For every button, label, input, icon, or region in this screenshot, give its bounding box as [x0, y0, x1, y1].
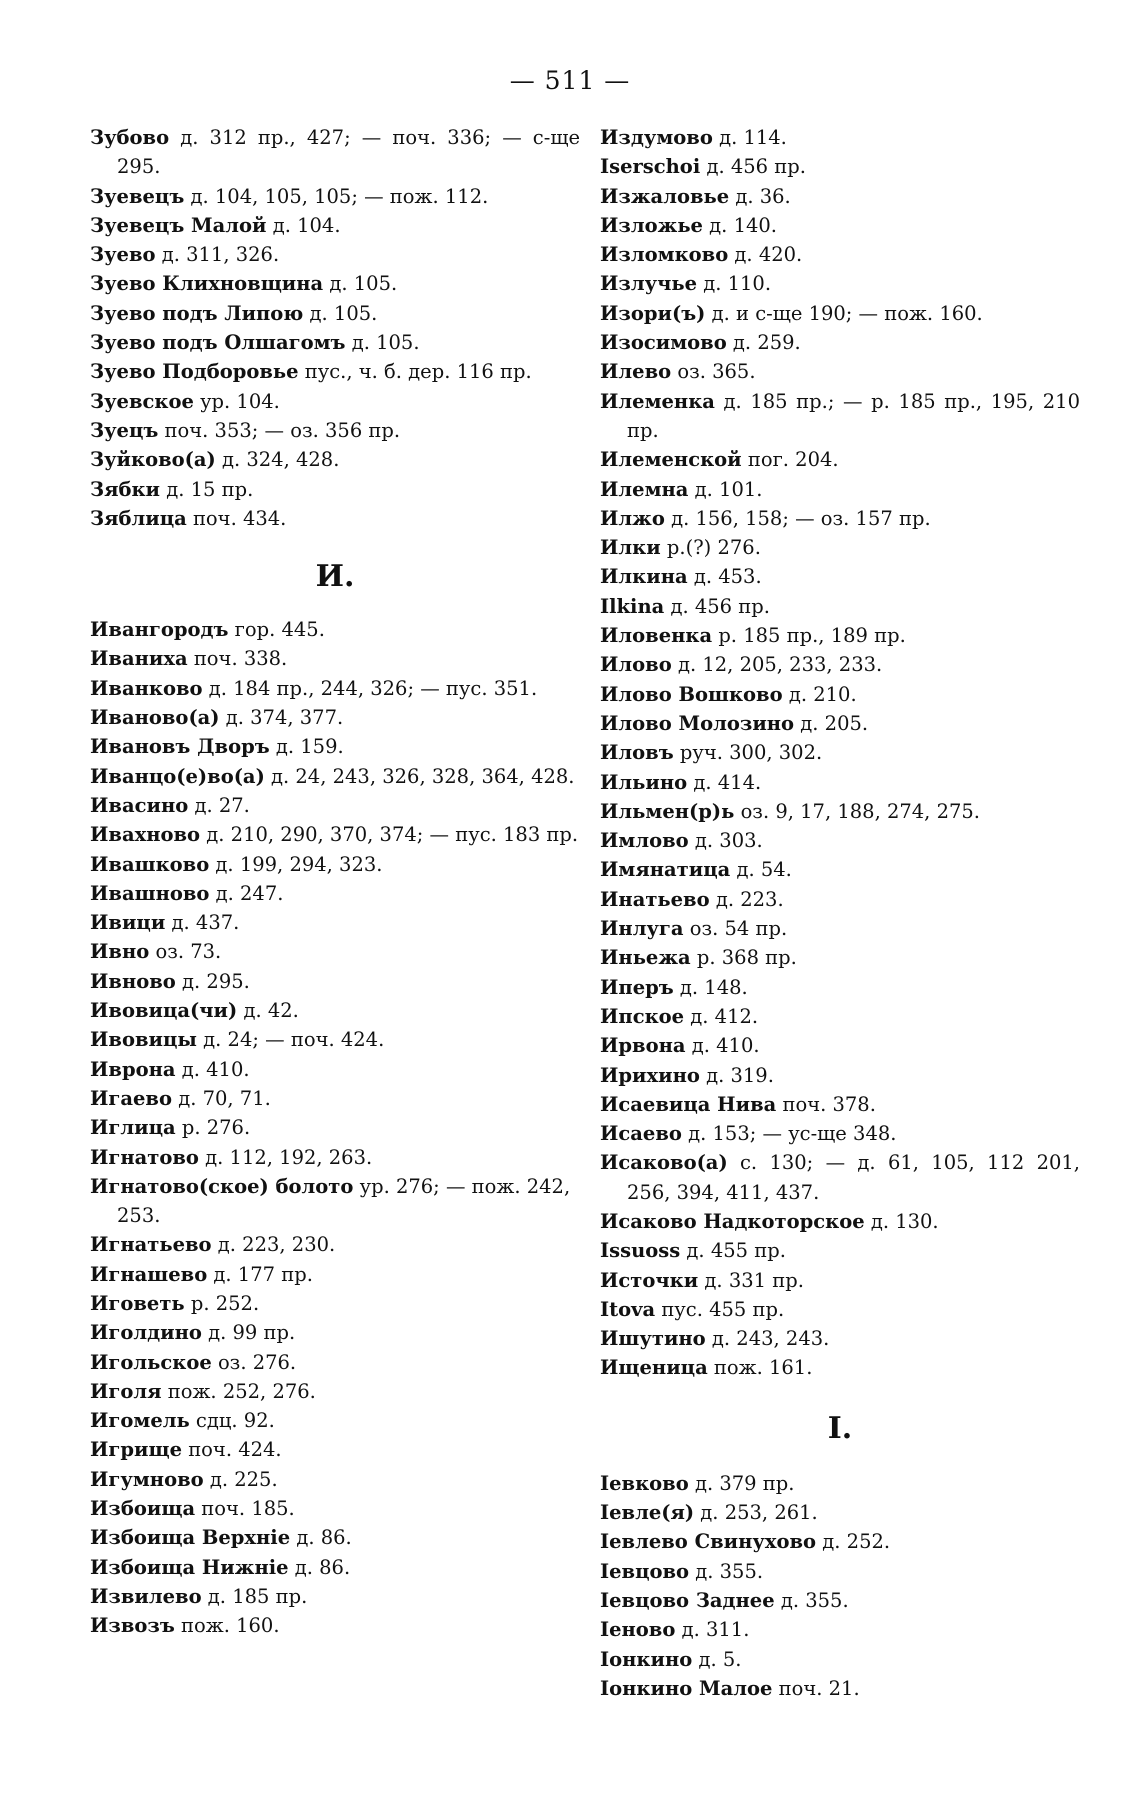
entry-headword: Издумово: [600, 126, 713, 149]
index-entry: [90, 674, 580, 703]
entry-references: поч. 21.: [778, 1676, 860, 1700]
index-entry: [600, 797, 1080, 826]
entry-headword: Иванцо(е)во(а): [90, 764, 265, 788]
entry-references: д. 456 пр.: [706, 155, 806, 179]
entry-headword: Ilkina: [600, 594, 665, 618]
entry-headword: Избоища: [90, 1497, 196, 1521]
entry-headword: Зубово: [90, 126, 170, 149]
index-entry: [600, 914, 1080, 943]
index-entry: [90, 1025, 580, 1054]
entry-list: [600, 123, 1080, 1383]
entry-headword: Іеново: [600, 1618, 676, 1642]
entry-references: пож. 160.: [181, 1614, 280, 1638]
entry-headword: Зуйково(а): [90, 448, 216, 472]
entry-references: д. 355.: [695, 1559, 764, 1583]
entry-references: д. 114.: [719, 126, 787, 149]
entry-headword: Игнатово: [90, 1145, 199, 1169]
index-entry: [90, 269, 580, 298]
entry-references: д. 453.: [693, 565, 762, 589]
entry-references: д. 437.: [171, 911, 240, 935]
entry-references: д. 379 пр.: [694, 1471, 795, 1495]
entry-headword: Иврона: [90, 1057, 176, 1081]
entry-headword: Ивовица(чи): [90, 999, 238, 1023]
index-entry: [600, 1002, 1080, 1031]
entry-headword: Илово Молозино: [600, 711, 795, 735]
entry-headword: Зуевское: [90, 389, 194, 413]
entry-references: д. 12, 205, 233, 233.: [677, 653, 883, 677]
index-entry: [600, 1586, 1080, 1615]
index-entry: [90, 1553, 580, 1582]
entry-references: пус. 455 пр.: [661, 1297, 785, 1321]
entry-references: д. 225.: [209, 1467, 278, 1491]
entry-references: оз. 73.: [155, 940, 222, 964]
entry-references: д. 410.: [691, 1034, 760, 1058]
entry-headword: Илжо: [600, 506, 665, 530]
entry-list: [90, 615, 580, 1640]
entry-references: поч. 185.: [201, 1497, 295, 1521]
index-entry: [600, 533, 1080, 562]
entry-references: д. 54.: [736, 858, 792, 882]
index-entry: [90, 1406, 580, 1435]
entry-references: д. и с-ще 190; — пож. 160.: [711, 301, 983, 325]
index-entry: [600, 1645, 1080, 1674]
index-entry: [90, 475, 580, 504]
entry-headword: Іевлево Свинухово: [600, 1530, 817, 1554]
entry-references: д. 303.: [694, 829, 763, 853]
index-entry: [600, 445, 1080, 474]
entry-references: поч. 338.: [193, 647, 288, 671]
index-entry: [90, 299, 580, 328]
left-column: [90, 123, 580, 1641]
entry-headword: Ишутино: [600, 1327, 706, 1351]
index-entry: [600, 299, 1080, 328]
index-entry: [600, 855, 1080, 884]
entry-references: поч. 378.: [782, 1092, 876, 1116]
entry-headword: Зяблица: [90, 506, 187, 530]
entry-headword: Имянатица: [600, 858, 731, 882]
entry-references: д. 414.: [693, 770, 762, 794]
index-entry: [600, 1031, 1080, 1060]
entry-references: д. 247.: [215, 881, 284, 905]
entry-headword: Изори(ъ): [600, 301, 706, 325]
entry-references: оз. 276.: [217, 1350, 297, 1374]
entry-headword: Иванково: [90, 676, 203, 700]
section-heading: I.: [827, 1410, 853, 1446]
index-entry: [90, 820, 580, 849]
index-entry: [600, 650, 1080, 679]
entry-headword: Илеменской: [600, 448, 742, 472]
entry-headword: Зуево Клихновщина: [90, 272, 324, 296]
index-entry: [600, 1469, 1080, 1498]
index-entry: [90, 996, 580, 1025]
index-entry: [90, 1113, 580, 1142]
entry-references: д. 159.: [275, 735, 344, 759]
index-entry: [600, 328, 1080, 357]
entry-references: д. 295.: [182, 969, 250, 993]
entry-headword: Игнашево: [90, 1262, 208, 1286]
entry-headword: Ивахново: [90, 823, 201, 847]
entry-headword: Ильино: [600, 770, 688, 794]
entry-references: д. 110.: [703, 272, 772, 296]
entry-references: д. 105.: [309, 301, 378, 325]
entry-headword: Ирихино: [600, 1063, 700, 1087]
entry-references: д. 153; — ус-ще 348.: [688, 1122, 897, 1146]
entry-headword: Зуево подъ Липою: [90, 301, 304, 325]
entry-references: д. 223, 230.: [217, 1233, 336, 1257]
entry-headword: Ивановъ Дворъ: [90, 735, 270, 759]
entry-headword: Игнатово(ское) болото: [90, 1174, 354, 1198]
entry-references: д. 104.: [272, 213, 341, 237]
entry-headword: Избоища Верхніе: [90, 1526, 291, 1550]
entry-references: оз. 365.: [677, 360, 756, 384]
index-entry: [600, 211, 1080, 240]
entry-references: д. 185 пр.: [207, 1584, 308, 1608]
entry-headword: Ивашково: [90, 852, 210, 876]
entry-headword: Излучье: [600, 272, 698, 296]
entry-references: д. 101.: [694, 477, 763, 501]
entry-references: д. 312 пр., 427; — поч. 336; — с-ще 295.: [117, 126, 580, 179]
entry-headword: Іевле(я): [600, 1501, 695, 1525]
index-entry: [600, 1557, 1080, 1586]
index-entry: [600, 826, 1080, 855]
entry-references: д. 104, 105, 105; — пож. 112.: [190, 184, 489, 208]
entry-headword: Игумново: [90, 1467, 204, 1491]
index-entry: [90, 504, 580, 533]
entry-headword: Избоища Нижніе: [90, 1555, 289, 1579]
entry-references: д. 199, 294, 323.: [215, 852, 383, 876]
index-entry: [90, 1172, 580, 1231]
index-entry: [90, 879, 580, 908]
index-entry: [600, 1527, 1080, 1556]
entry-headword: Илкина: [600, 565, 688, 589]
entry-headword: Игомель: [90, 1409, 190, 1433]
index-entry: [90, 1143, 580, 1172]
entry-headword: Игрище: [90, 1438, 182, 1462]
index-entry: [90, 937, 580, 966]
page-number: — 511 —: [509, 66, 631, 95]
entry-references: ур. 104.: [200, 389, 280, 413]
index-entry: [600, 973, 1080, 1002]
entry-headword: Игаево: [90, 1086, 172, 1110]
index-entry: [90, 850, 580, 879]
entry-references: д. 140.: [709, 213, 777, 237]
index-entry: [600, 709, 1080, 738]
index-entry: [600, 768, 1080, 797]
index-entry: [600, 240, 1080, 269]
index-entry: [600, 269, 1080, 298]
entry-references: поч. 353; — оз. 356 пр.: [164, 418, 401, 442]
entry-headword: Иловъ: [600, 741, 674, 765]
index-entry: [600, 1061, 1080, 1090]
entry-headword: Ипское: [600, 1004, 685, 1028]
entry-headword: Иловенка: [600, 624, 713, 648]
index-entry: [90, 240, 580, 269]
entry-headword: Іевково: [600, 1471, 689, 1495]
entry-references: д. 156, 158; — оз. 157 пр.: [671, 506, 931, 530]
entry-references: д. 331 пр.: [704, 1268, 804, 1292]
index-entry: [600, 680, 1080, 709]
entry-references: д. 210, 290, 370, 374; — пус. 183 пр.: [206, 823, 579, 847]
entry-references: д. 259.: [732, 331, 801, 355]
entry-references: р. 252.: [190, 1291, 260, 1315]
entry-headword: Инлуга: [600, 917, 684, 941]
section-heading: И.: [315, 559, 355, 595]
index-entry: [90, 1318, 580, 1347]
index-entry: [600, 123, 1080, 152]
entry-headword: Itova: [600, 1297, 656, 1321]
entry-headword: Ивици: [90, 911, 166, 935]
index-entry: [90, 615, 580, 644]
index-entry: [600, 1324, 1080, 1353]
entry-references: д. 70, 71.: [178, 1086, 271, 1110]
entry-headword: Извилево: [90, 1584, 202, 1608]
entry-headword: Изломково: [600, 243, 729, 267]
index-entry: [90, 182, 580, 211]
entry-references: д. 455 пр.: [686, 1239, 786, 1263]
entry-references: д. 148.: [679, 975, 748, 999]
entry-references: д. 105.: [329, 272, 398, 296]
entry-headword: Илеменка: [600, 389, 715, 413]
index-entry: [90, 1289, 580, 1318]
entry-references: д. 324, 428.: [221, 448, 340, 472]
index-entry: [600, 621, 1080, 650]
entry-headword: Зябки: [90, 477, 161, 501]
entry-references: р.(?) 276.: [666, 536, 761, 560]
entry-headword: Исаево: [600, 1122, 682, 1146]
entry-references: д. 355.: [780, 1588, 849, 1612]
entry-headword: Исаевица Нива: [600, 1092, 777, 1116]
entry-headword: Ивовицы: [90, 1028, 197, 1052]
entry-references: поч. 424.: [188, 1438, 282, 1462]
index-entry: [90, 1494, 580, 1523]
entry-headword: Иваниха: [90, 647, 188, 671]
index-entry: [600, 738, 1080, 767]
entry-headword: Иглица: [90, 1116, 176, 1140]
index-entry: [600, 1353, 1080, 1382]
entry-references: р. 276.: [181, 1116, 251, 1140]
entry-references: д. 311.: [681, 1618, 750, 1642]
index-entry: [90, 791, 580, 820]
index-entry: [90, 967, 580, 996]
entry-references: д. 130.: [870, 1209, 939, 1233]
index-entry: [90, 1260, 580, 1289]
index-entry: [90, 1377, 580, 1406]
index-entry: [90, 1348, 580, 1377]
entry-references: д. 86.: [294, 1555, 351, 1579]
entry-references: д. 15 пр.: [166, 477, 254, 501]
entry-list: [90, 123, 580, 533]
right-column: [600, 123, 1080, 1703]
entry-headword: Изложье: [600, 213, 703, 237]
entry-headword: Ищеница: [600, 1356, 708, 1380]
entry-references: д. 319.: [706, 1063, 774, 1087]
entry-references: пог. 204.: [747, 448, 839, 472]
entry-references: пож. 161.: [713, 1356, 813, 1380]
entry-references: сдц. 92.: [195, 1409, 275, 1433]
entry-references: пож. 252, 276.: [167, 1379, 316, 1403]
entry-headword: Зуецъ: [90, 418, 159, 442]
entry-headword: Зуевецъ: [90, 184, 185, 208]
entry-references: д. 243, 243.: [711, 1327, 830, 1351]
index-entry: [600, 182, 1080, 211]
index-entry: [90, 1465, 580, 1494]
entry-headword: Игнатьево: [90, 1233, 212, 1257]
entry-references: с. 130; — д. 61, 105, 112 201, 256, 394, 411, 437.: [627, 1151, 1081, 1204]
entry-headword: Илово Вошково: [600, 682, 783, 706]
entry-headword: Ивно: [90, 940, 150, 964]
entry-references: д. 210.: [788, 682, 857, 706]
entry-references: гор. 445.: [234, 618, 325, 642]
entry-headword: Іонкино: [600, 1647, 693, 1671]
entry-references: д. 177 пр.: [213, 1262, 313, 1286]
index-entry: [600, 562, 1080, 591]
index-entry: [600, 1119, 1080, 1148]
index-entry: [90, 1523, 580, 1552]
index-entry: [90, 644, 580, 673]
entry-headword: Іевцово: [600, 1559, 690, 1583]
index-entry: [600, 1090, 1080, 1119]
index-entry: [600, 387, 1080, 446]
entry-headword: Иголдино: [90, 1321, 202, 1345]
entry-references: ур. 276; — пож. 242, 253.: [117, 1174, 571, 1228]
entry-references: д. 24; — поч. 424.: [203, 1028, 385, 1052]
entry-headword: Изосимово: [600, 331, 727, 355]
index-entry: [600, 1236, 1080, 1265]
index-entry: [90, 211, 580, 240]
entry-references: д. 185 пр.; — р. 185 пр., 195, 210 пр.: [627, 389, 1080, 442]
entry-headword: Иперъ: [600, 975, 674, 999]
entry-headword: Источки: [600, 1268, 699, 1292]
entry-headword: Ивново: [90, 969, 176, 993]
entry-references: д. 456 пр.: [670, 594, 770, 618]
entry-headword: Илево: [600, 360, 672, 384]
index-entry: [90, 1435, 580, 1464]
index-entry: [600, 1207, 1080, 1236]
index-entry: [600, 1266, 1080, 1295]
index-entry: [90, 328, 580, 357]
index-entry: [600, 1674, 1080, 1703]
entry-headword: Иговеть: [90, 1291, 185, 1315]
entry-references: д. 223.: [715, 887, 784, 911]
index-entry: [90, 732, 580, 761]
entry-headword: Ивасино: [90, 793, 189, 817]
entry-headword: Issuoss: [600, 1239, 681, 1263]
entry-references: д. 36.: [735, 184, 791, 208]
entry-references: пус., ч. б. дер. 116 пр.: [304, 360, 532, 384]
index-entry: [90, 416, 580, 445]
entry-references: д. 27.: [194, 793, 250, 817]
entry-headword: Зуево Подборовье: [90, 360, 299, 384]
entry-list: [600, 1469, 1080, 1703]
index-entry: [600, 357, 1080, 386]
entry-references: оз. 54 пр.: [689, 917, 788, 941]
entry-references: поч. 434.: [192, 506, 287, 530]
entry-references: д. 105.: [351, 331, 420, 355]
index-entry: [600, 943, 1080, 972]
index-entry: [600, 475, 1080, 504]
entry-references: оз. 9, 17, 188, 274, 275.: [740, 799, 980, 823]
entry-headword: Изжаловье: [600, 184, 730, 208]
entry-headword: Іевцово Заднее: [600, 1588, 775, 1612]
entry-headword: Зуево: [90, 243, 156, 267]
index-entry: [600, 1295, 1080, 1324]
entry-headword: Зуево подъ Олшагомъ: [90, 331, 346, 355]
index-entry: [90, 445, 580, 474]
entry-references: д. 184 пр., 244, 326; — пус. 351.: [208, 676, 538, 700]
entry-headword: Зуевецъ Малой: [90, 213, 267, 237]
index-entry: [90, 762, 580, 791]
entry-headword: Инатьево: [600, 887, 710, 911]
entry-references: д. 86.: [296, 1526, 352, 1550]
index-entry: [600, 885, 1080, 914]
entry-references: д. 42.: [243, 999, 299, 1023]
entry-references: руч. 300, 302.: [679, 741, 823, 765]
index-entry: [90, 908, 580, 937]
entry-references: д. 252.: [822, 1530, 891, 1554]
entry-headword: Ирвона: [600, 1034, 686, 1058]
index-entry: [600, 504, 1080, 533]
entry-references: р. 368 пр.: [696, 946, 797, 970]
entry-headword: Иголя: [90, 1379, 162, 1403]
entry-references: д. 374, 377.: [225, 706, 344, 730]
entry-headword: Извозъ: [90, 1614, 175, 1638]
entry-references: д. 410.: [181, 1057, 250, 1081]
entry-headword: Имлово: [600, 829, 689, 853]
index-entry: [90, 123, 580, 182]
index-entry: [90, 1055, 580, 1084]
entry-headword: Ивашново: [90, 881, 210, 905]
index-entry: [600, 1148, 1080, 1207]
entry-headword: Ильмен(р)ь: [600, 799, 735, 823]
entry-headword: Исаково Надкоторское: [600, 1209, 865, 1233]
entry-headword: Ивангородъ: [90, 618, 229, 642]
entry-headword: Iserschoi: [600, 155, 701, 179]
index-entry: [600, 1498, 1080, 1527]
index-entry: [90, 387, 580, 416]
index-entry: [600, 592, 1080, 621]
entry-headword: Исаково(а): [600, 1151, 728, 1175]
entry-references: р. 185 пр., 189 пр.: [718, 624, 906, 648]
entry-references: д. 311, 326.: [161, 243, 280, 267]
entry-references: д. 253, 261.: [700, 1501, 818, 1525]
index-entry: [90, 1230, 580, 1259]
index-entry: [90, 1611, 580, 1640]
index-entry: [600, 1615, 1080, 1644]
entry-headword: Илемна: [600, 477, 689, 501]
entry-references: д. 112, 192, 263.: [205, 1145, 373, 1169]
entry-headword: Иньежа: [600, 946, 691, 970]
entry-headword: Илки: [600, 536, 661, 560]
entry-references: д. 5.: [698, 1647, 742, 1671]
entry-references: д. 24, 243, 326, 328, 364, 428.: [271, 764, 575, 788]
index-entry: [600, 152, 1080, 181]
entry-references: д. 205.: [800, 711, 869, 735]
index-entry: [90, 703, 580, 732]
index-entry: [90, 1084, 580, 1113]
index-entry: [90, 357, 580, 386]
entry-headword: Игольское: [90, 1350, 212, 1374]
entry-references: д. 412.: [690, 1004, 759, 1028]
entry-headword: Іонкино Малое: [600, 1676, 773, 1700]
index-entry: [90, 1582, 580, 1611]
entry-headword: Илово: [600, 653, 672, 677]
entry-references: д. 99 пр.: [208, 1321, 296, 1345]
entry-references: д. 420.: [734, 243, 803, 267]
entry-headword: Иваново(а): [90, 706, 220, 730]
